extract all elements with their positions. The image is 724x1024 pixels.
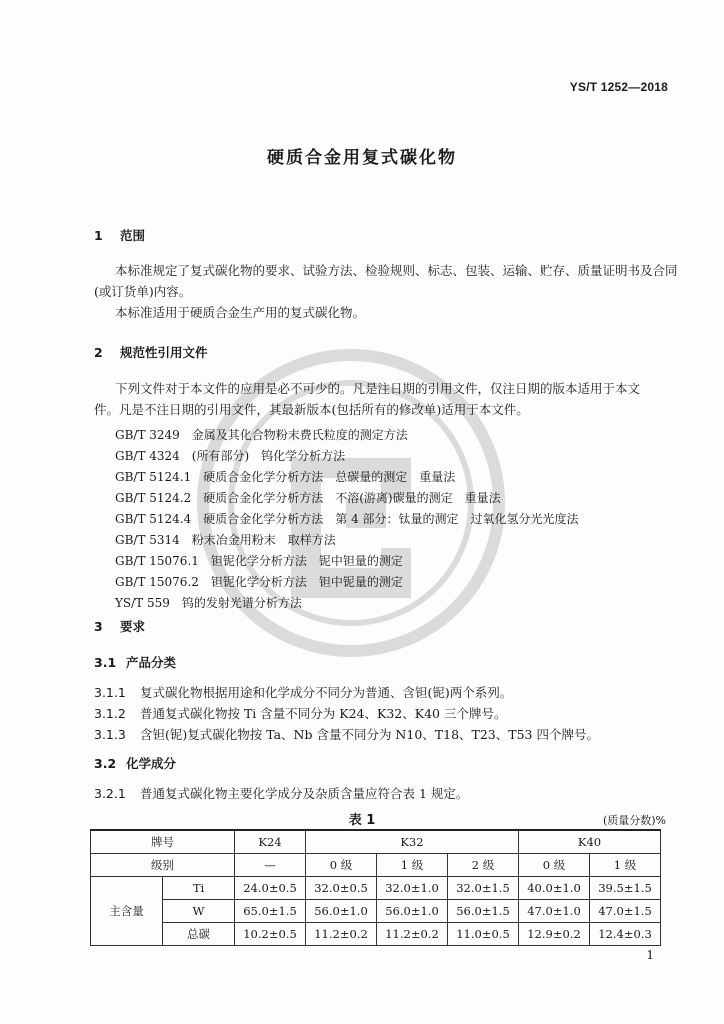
table-header-row — [91, 830, 661, 854]
section-3-heading: 3 要求 — [94, 619, 146, 634]
section-3-1-heading: 3.1 产品分类 — [94, 655, 177, 670]
section-1-para-1b: (或订货单)内容。 — [94, 284, 192, 299]
section-2-para-1a: 下列文件对于本文件的应用是必不可少的。凡是注日期的引用文件，仅注日期的版本适用于本文 — [115, 381, 641, 396]
value-cell: 56.0±1.0 — [377, 900, 448, 923]
page-number: 1 — [646, 948, 654, 962]
value-cell: 32.0±1.5 — [448, 877, 519, 900]
table-unit: (质量分数)% — [602, 814, 666, 827]
element-cell: 总碳 — [163, 923, 235, 946]
composition-table — [90, 829, 661, 946]
value-cell: 32.0±0.5 — [306, 877, 377, 900]
table-header-row — [91, 854, 661, 877]
value-cell: 56.0±1.0 — [306, 900, 377, 923]
reference-item: GB/T 5124.4 硬质合金化学分析方法 第 4 部分：钛量的测定 过氧化氢分光光度法 — [115, 512, 579, 526]
reference-item: GB/T 15076.1 钽铌化学分析方法 铌中钽量的测定 — [115, 554, 403, 568]
document-title: 硬质合金用复式碳化物 — [267, 148, 457, 168]
table-caption: 表 1 — [348, 813, 376, 828]
value-cell: 65.0±1.5 — [235, 900, 306, 923]
reference-item: GB/T 5124.2 硬质合金化学分析方法 不溶(游离)碳量的测定 重量法 — [115, 491, 501, 505]
section-3-2-heading: 3.2 化学成分 — [94, 756, 177, 771]
value-cell: 40.0±1.0 — [519, 877, 590, 900]
element-cell: Ti — [163, 877, 235, 900]
section-2-heading: 2 规范性引用文件 — [94, 345, 208, 360]
value-cell: 47.0±1.5 — [590, 900, 661, 923]
grade-cell: — — [235, 854, 306, 877]
clause-3-1-1: 3.1.1 复式碳化物根据用途和化学成分不同分为普通、含钽(铌)两个系列。 — [94, 685, 513, 700]
reference-item: GB/T 15076.2 钽铌化学分析方法 钽中铌量的测定 — [115, 575, 403, 589]
grade-cell: 0 级 — [306, 854, 377, 877]
header-grade: 级别 — [91, 854, 235, 877]
group-cell: 主含量 — [91, 877, 163, 946]
grade-cell: 1 级 — [377, 854, 448, 877]
clause-3-1-2: 3.1.2 普通复式碳化物按 Ti 含量不同分为 K24、K32、K40 三个牌号。 — [94, 706, 507, 721]
grade-cell: 1 级 — [590, 854, 661, 877]
brand-cell: K32 — [306, 830, 519, 854]
table-row — [91, 900, 661, 923]
value-cell: 11.0±0.5 — [448, 923, 519, 946]
reference-item: GB/T 3249 金属及其化合物粉末费氏粒度的测定方法 — [115, 428, 408, 442]
table-row — [91, 877, 661, 900]
standard-number: YS/T 1252—2018 — [569, 80, 668, 94]
value-cell: 11.2±0.2 — [377, 923, 448, 946]
section-1-heading: 1 范围 — [94, 228, 146, 243]
value-cell: 11.2±0.2 — [306, 923, 377, 946]
section-2-para-1b: 件。凡是不注日期的引用文件，其最新版本(包括所有的修改单)适用于本文件。 — [94, 402, 529, 417]
value-cell: 39.5±1.5 — [590, 877, 661, 900]
grade-cell: 0 级 — [519, 854, 590, 877]
value-cell: 12.9±0.2 — [519, 923, 590, 946]
grade-cell: 2 级 — [448, 854, 519, 877]
value-cell: 32.0±1.0 — [377, 877, 448, 900]
value-cell: 10.2±0.5 — [235, 923, 306, 946]
reference-item: GB/T 5314 粉末冶金用粉末 取样方法 — [115, 533, 336, 547]
value-cell: 47.0±1.0 — [519, 900, 590, 923]
header-brand: 牌号 — [91, 830, 235, 854]
value-cell: 12.4±0.3 — [590, 923, 661, 946]
brand-cell: K24 — [235, 830, 306, 854]
brand-cell: K40 — [519, 830, 661, 854]
value-cell: 56.0±1.5 — [448, 900, 519, 923]
clause-3-1-3: 3.1.3 含钽(铌)复式碳化物按 Ta、Nb 含量不同分为 N10、T18、T23、T53 四个牌号。 — [94, 727, 599, 742]
reference-item: GB/T 4324 (所有部分) 钨化学分析方法 — [115, 449, 346, 463]
reference-item: GB/T 5124.1 硬质合金化学分析方法 总碳量的测定 重量法 — [115, 470, 456, 484]
section-1-para-2: 本标准适用于硬质合金生产用的复式碳化物。 — [115, 305, 366, 320]
element-cell: W — [163, 900, 235, 923]
clause-3-2-1: 3.2.1 普通复式碳化物主要化学成分及杂质含量应符合表 1 规定。 — [94, 786, 469, 801]
table-row — [91, 923, 661, 946]
section-1-para-1a: 本标准规定了复式碳化物的要求、试验方法、检验规则、标志、包装、运输、贮存、质量证明书及合同 — [115, 263, 678, 278]
reference-item: YS/T 559 钨的发射光谱分析方法 — [115, 596, 302, 610]
value-cell: 24.0±0.5 — [235, 877, 306, 900]
